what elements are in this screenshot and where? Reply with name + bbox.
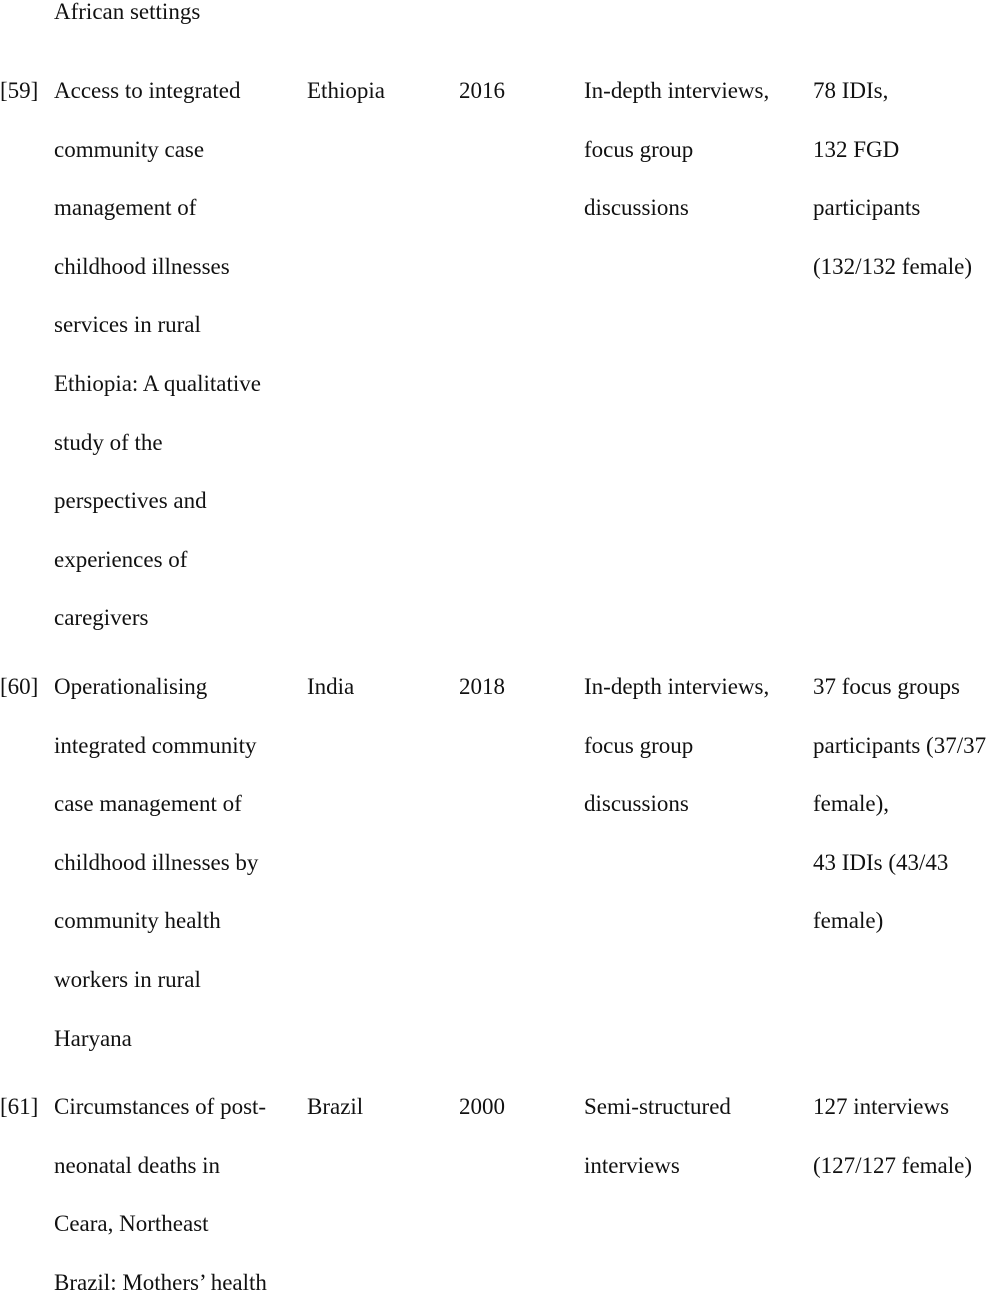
method-line: focus group bbox=[584, 136, 694, 162]
study-country: Ethiopia bbox=[307, 78, 385, 103]
sample-line: (127/127 female) bbox=[813, 1152, 973, 1178]
study-title bbox=[54, 62, 261, 648]
reference-number: [61] bbox=[0, 1094, 39, 1119]
title-line: neonatal deaths in bbox=[54, 1152, 221, 1178]
sample-line: female) bbox=[813, 908, 884, 934]
title-line: Circumstances of post- bbox=[54, 1094, 267, 1119]
title-line: workers in rural bbox=[54, 966, 201, 992]
carryover-title-line: African settings bbox=[54, 0, 201, 24]
study-country: Brazil bbox=[307, 1094, 364, 1119]
sample-line: 37 focus groups bbox=[813, 674, 960, 699]
study-method bbox=[584, 658, 769, 834]
method-line: In-depth interviews, bbox=[584, 78, 770, 103]
study-title bbox=[54, 1078, 267, 1312]
sample-line: female), bbox=[813, 791, 889, 817]
method-line: Semi-structured bbox=[584, 1094, 731, 1119]
sample-line: (132/132 female) bbox=[813, 253, 973, 279]
title-line: Brazil: Mothers’ health bbox=[54, 1269, 267, 1295]
method-line: discussions bbox=[584, 791, 689, 817]
study-method bbox=[584, 62, 769, 238]
sample-line: 132 FGD bbox=[813, 136, 900, 162]
title-line: management of bbox=[54, 195, 197, 221]
reference-number: [60] bbox=[0, 674, 39, 699]
title-line: Access to integrated bbox=[54, 78, 241, 103]
study-sample bbox=[813, 62, 972, 296]
study-year: 2018 bbox=[459, 674, 505, 699]
study-sample bbox=[813, 658, 986, 951]
title-line: caregivers bbox=[54, 605, 149, 631]
title-line: integrated community bbox=[54, 732, 257, 758]
title-line: perspectives and bbox=[54, 488, 207, 514]
study-method bbox=[584, 1078, 731, 1195]
title-line: study of the bbox=[54, 429, 163, 455]
method-line: focus group bbox=[584, 732, 694, 758]
study-year: 2000 bbox=[459, 1094, 505, 1119]
method-line: discussions bbox=[584, 195, 689, 221]
study-sample bbox=[813, 1078, 972, 1195]
study-year: 2016 bbox=[459, 78, 505, 103]
reference-number: [59] bbox=[0, 78, 39, 103]
title-line: Operationalising bbox=[54, 674, 208, 699]
sample-line: participants (37/37 bbox=[813, 732, 987, 758]
title-line: services in rural bbox=[54, 312, 201, 338]
method-line: In-depth interviews, bbox=[584, 674, 770, 699]
title-line: Ceara, Northeast bbox=[54, 1211, 209, 1237]
title-line: childhood illnesses by bbox=[54, 849, 259, 875]
title-line: case management of bbox=[54, 791, 242, 817]
sample-line: participants bbox=[813, 195, 921, 221]
title-line: community health bbox=[54, 908, 221, 934]
sample-line: 43 IDIs (43/43 bbox=[813, 849, 949, 875]
study-title bbox=[54, 658, 258, 1068]
title-line: Ethiopia: A qualitative bbox=[54, 370, 261, 396]
method-line: interviews bbox=[584, 1152, 680, 1178]
title-line: experiences of bbox=[54, 546, 188, 572]
sample-line: 127 interviews bbox=[813, 1094, 950, 1119]
title-line: childhood illnesses bbox=[54, 253, 230, 279]
sample-line: 78 IDIs, bbox=[813, 78, 889, 103]
title-line: community case bbox=[54, 136, 205, 162]
study-country: India bbox=[307, 674, 355, 699]
title-line: Haryana bbox=[54, 1025, 132, 1051]
